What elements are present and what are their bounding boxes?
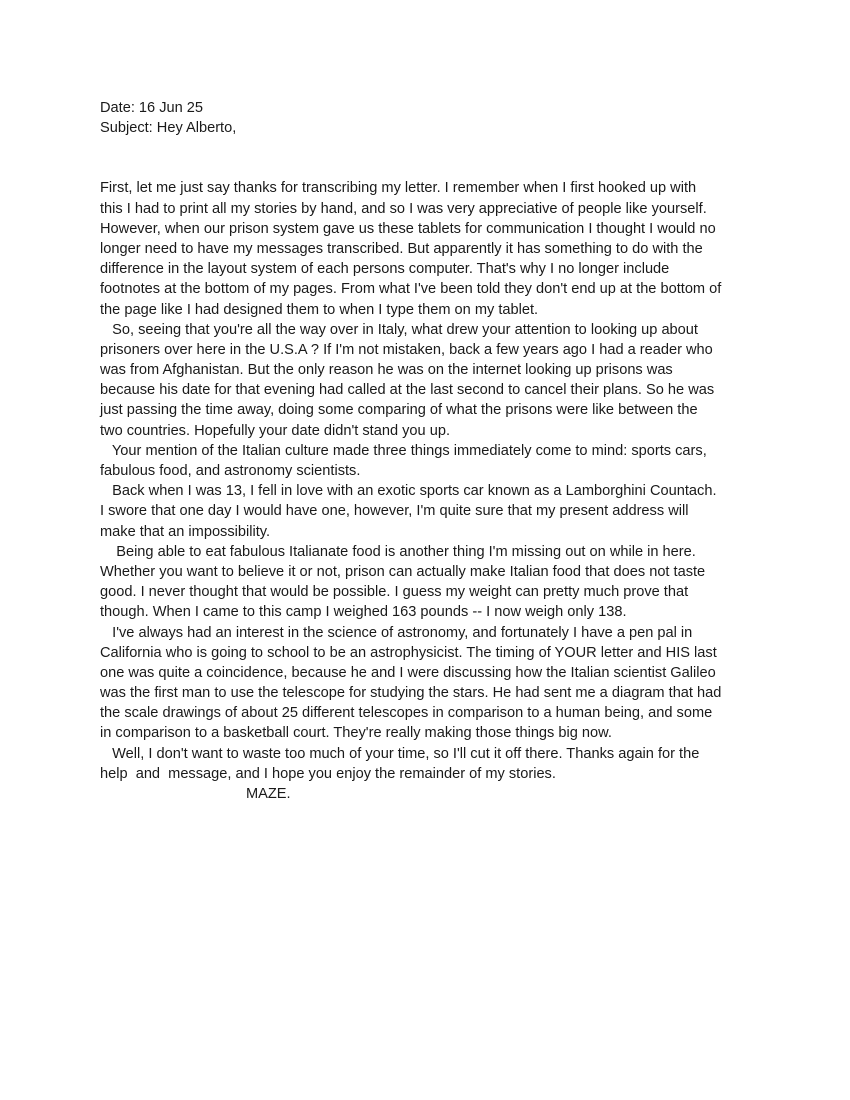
header-gap xyxy=(100,138,752,178)
body-line: longer need to have my messages transcribed. But apparently it has something to do with the xyxy=(100,240,703,257)
subject-line: Subject: Hey Alberto, xyxy=(100,120,237,137)
signature: MAZE. xyxy=(100,786,291,802)
body-line: California who is going to school to be an astrophysicist. The timing of YOUR letter and HIS last xyxy=(100,644,717,661)
date-line: Date: 16 Jun 25 xyxy=(100,100,204,116)
body-line: good. I never thought that would be possible. I guess my weight can pretty much prove that xyxy=(100,584,689,601)
body-line: I've always had an interest in the science of astronomy, and fortunately I have a pen pal in xyxy=(100,624,693,641)
body-line: difference in the layout system of each persons computer. That's why I no longer include xyxy=(100,261,670,278)
body-line: So, seeing that you're all the way over in Italy, what drew your attention to looking up about xyxy=(100,321,698,338)
body-line: because his date for that evening had called at the last second to cancel their plans. So he was xyxy=(100,382,715,399)
body-line: fabulous food, and astronomy scientists. xyxy=(100,463,361,479)
letter-body xyxy=(100,178,752,804)
body-line: Being able to eat fabulous Italianate food is another thing I'm missing out on while in here. xyxy=(100,543,696,560)
body-line: First, let me just say thanks for transcribing my letter. I remember when I first hooked up with xyxy=(100,180,697,197)
letter-page xyxy=(100,98,752,804)
body-line: footnotes at the bottom of my pages. From what I've been told they don't end up at the bottom of xyxy=(100,281,722,298)
body-line: prisoners over here in the U.S.A ? If I'm not mistaken, back a few years ago I had a reader who xyxy=(100,341,713,358)
body-line: the scale drawings of about 25 different telescopes in comparison to a human being, and some xyxy=(100,705,713,722)
body-line: Your mention of the Italian culture made three things immediately come to mind: sports cars, xyxy=(100,442,707,459)
body-line: Whether you want to believe it or not, prison can actually make Italian food that does not taste xyxy=(100,563,706,580)
body-line: just passing the time away, doing some comparing of what the prisons were like between the xyxy=(100,402,698,419)
body-line: was from Afghanistan. But the only reason he was on the internet looking up prisons was xyxy=(100,362,673,379)
body-line: Well, I don't want to waste too much of your time, so I'll cut it off there. Thanks again for the xyxy=(100,745,700,762)
body-line: However, when our prison system gave us these tablets for communication I thought I would no xyxy=(100,220,716,237)
body-line: was the first man to use the telescope for studying the stars. He had sent me a diagram that had xyxy=(100,685,722,702)
body-line: in comparison to a basketball court. They're really making those things big now. xyxy=(100,725,612,742)
body-line: though. When I came to this camp I weighed 163 pounds -- I now weigh only 138. xyxy=(100,604,627,621)
body-line: two countries. Hopefully your date didn't stand you up. xyxy=(100,422,451,439)
body-line: this I had to print all my stories by hand, and so I was very appreciative of people like yourself. xyxy=(100,200,707,217)
body-line: one was quite a coincidence, because he and I were discussing how the Italian scientist Galileo xyxy=(100,664,716,681)
body-line: make that an impossibility. xyxy=(100,523,271,540)
body-line: Back when I was 13, I fell in love with an exotic sports car known as a Lamborghini Countach. xyxy=(100,483,717,500)
body-line: I swore that one day I would have one, however, I'm quite sure that my present address will xyxy=(100,503,689,520)
body-line: the page like I had designed them to when I type them on my tablet. xyxy=(100,301,539,318)
body-line: help and message, and I hope you enjoy the remainder of my stories. xyxy=(100,765,556,782)
